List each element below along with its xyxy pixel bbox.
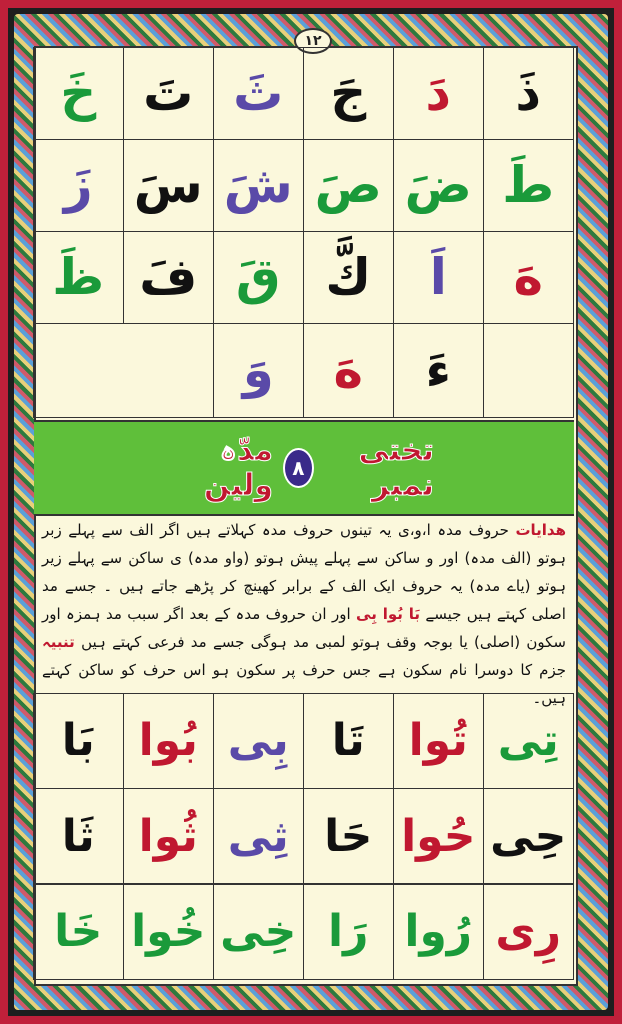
letter-cell: زَ bbox=[33, 139, 125, 233]
instructions-paragraph-2: اور ان حروف مدہ کے بعد اگر سبب مد ہمزہ اور سکون (اصلی) یا بوجہ وقف ہوتو لمبی مد ہوگی جسے مد فرعی کہتے ہیں bbox=[42, 605, 566, 651]
lesson-title bbox=[174, 433, 434, 503]
syllable-cell: حَا bbox=[303, 788, 395, 885]
letter-cell: صَ bbox=[303, 139, 395, 233]
syllable-cell: رُوا bbox=[393, 883, 485, 980]
letter-cell bbox=[33, 323, 215, 419]
syllable-cell: بُوا bbox=[123, 693, 215, 790]
instructions-text bbox=[42, 516, 566, 707]
instructions-label: ھدایات bbox=[515, 521, 566, 539]
syllable-cell: ثَا bbox=[33, 788, 125, 885]
letter-cell: تَ bbox=[123, 47, 215, 141]
letter-cell: شَ bbox=[213, 139, 305, 233]
letter-cell: اَ bbox=[393, 231, 485, 325]
syllable-cell: ثِی bbox=[213, 788, 305, 885]
letter-cell: خَ bbox=[33, 47, 125, 141]
syllable-cell: رَا bbox=[303, 883, 395, 980]
letter-cell: هَ bbox=[483, 231, 575, 325]
syllables-grid bbox=[34, 694, 574, 980]
letter-cell: قَ bbox=[213, 231, 305, 325]
letters-grid bbox=[34, 48, 574, 418]
page-number: ١٢ bbox=[294, 28, 332, 54]
syllable-cell: تِی bbox=[483, 693, 575, 790]
syllable-cell: حُوا bbox=[393, 788, 485, 885]
syllable-cell: رِی bbox=[483, 883, 575, 980]
syllable-cell: حِی bbox=[483, 788, 575, 885]
letter-cell: هَ bbox=[303, 323, 395, 419]
warning-label: تنبیہ bbox=[42, 633, 75, 651]
lesson-title-text: تختی نمبر bbox=[358, 433, 434, 503]
letter-cell: ظَ bbox=[33, 231, 125, 325]
syllable-cell: خِی bbox=[213, 883, 305, 980]
letter-cell: ضَ bbox=[393, 139, 485, 233]
letter-cell: جَ bbox=[303, 47, 395, 141]
syllable-cell: خُوا bbox=[123, 883, 215, 980]
letter-cell: طَ bbox=[483, 139, 575, 233]
syllable-cell: تَا bbox=[303, 693, 395, 790]
letter-cell: سَ bbox=[123, 139, 215, 233]
syllable-cell: خَا bbox=[33, 883, 125, 980]
instructions-paragraph-1: حروف مدہ ا،و،ی یہ تینوں حروف مدہ کہلاتے ہیں اگر الف سے پہلے زبر ہوتو (الف مدہ) اور و ساکن سے پہلے پیش ہوتو (واو مدہ) ی ساکن سے پہلے زیر ہوتو (یاے مدہ) یہ حروف ایک الف کے برابر کھینچ کر پڑھے جاتے ہیں ۔ جسے مد اصلی کہتے ہیں جیسے bbox=[42, 521, 566, 623]
letter-cell: ثَ bbox=[213, 47, 305, 141]
letter-cell: ذَ bbox=[483, 47, 575, 141]
syllable-cell: بِی bbox=[213, 693, 305, 790]
lesson-banner bbox=[34, 420, 574, 516]
instructions-example: بَا بُوا بِی bbox=[356, 605, 421, 623]
syllable-cell: ثُوا bbox=[123, 788, 215, 885]
letter-cell: كَّ bbox=[303, 231, 395, 325]
lesson-number-badge: ٨ bbox=[283, 448, 314, 488]
letter-cell: ءَ bbox=[393, 323, 485, 419]
syllable-cell: تُوا bbox=[393, 693, 485, 790]
instructions-paragraph-3: جزم کا دوسرا نام سکون ہے جس حرف پر سکون ہو اس حرف کو ساکن کہتے ہیں۔ bbox=[42, 661, 566, 707]
letter-cell bbox=[483, 323, 575, 419]
letter-cell: فَ bbox=[123, 231, 215, 325]
letter-cell: دَ bbox=[393, 47, 485, 141]
syllable-cell: بَا bbox=[33, 693, 125, 790]
lesson-subtitle: مدّہ ولین bbox=[203, 433, 273, 503]
letter-cell: وَ bbox=[213, 323, 305, 419]
